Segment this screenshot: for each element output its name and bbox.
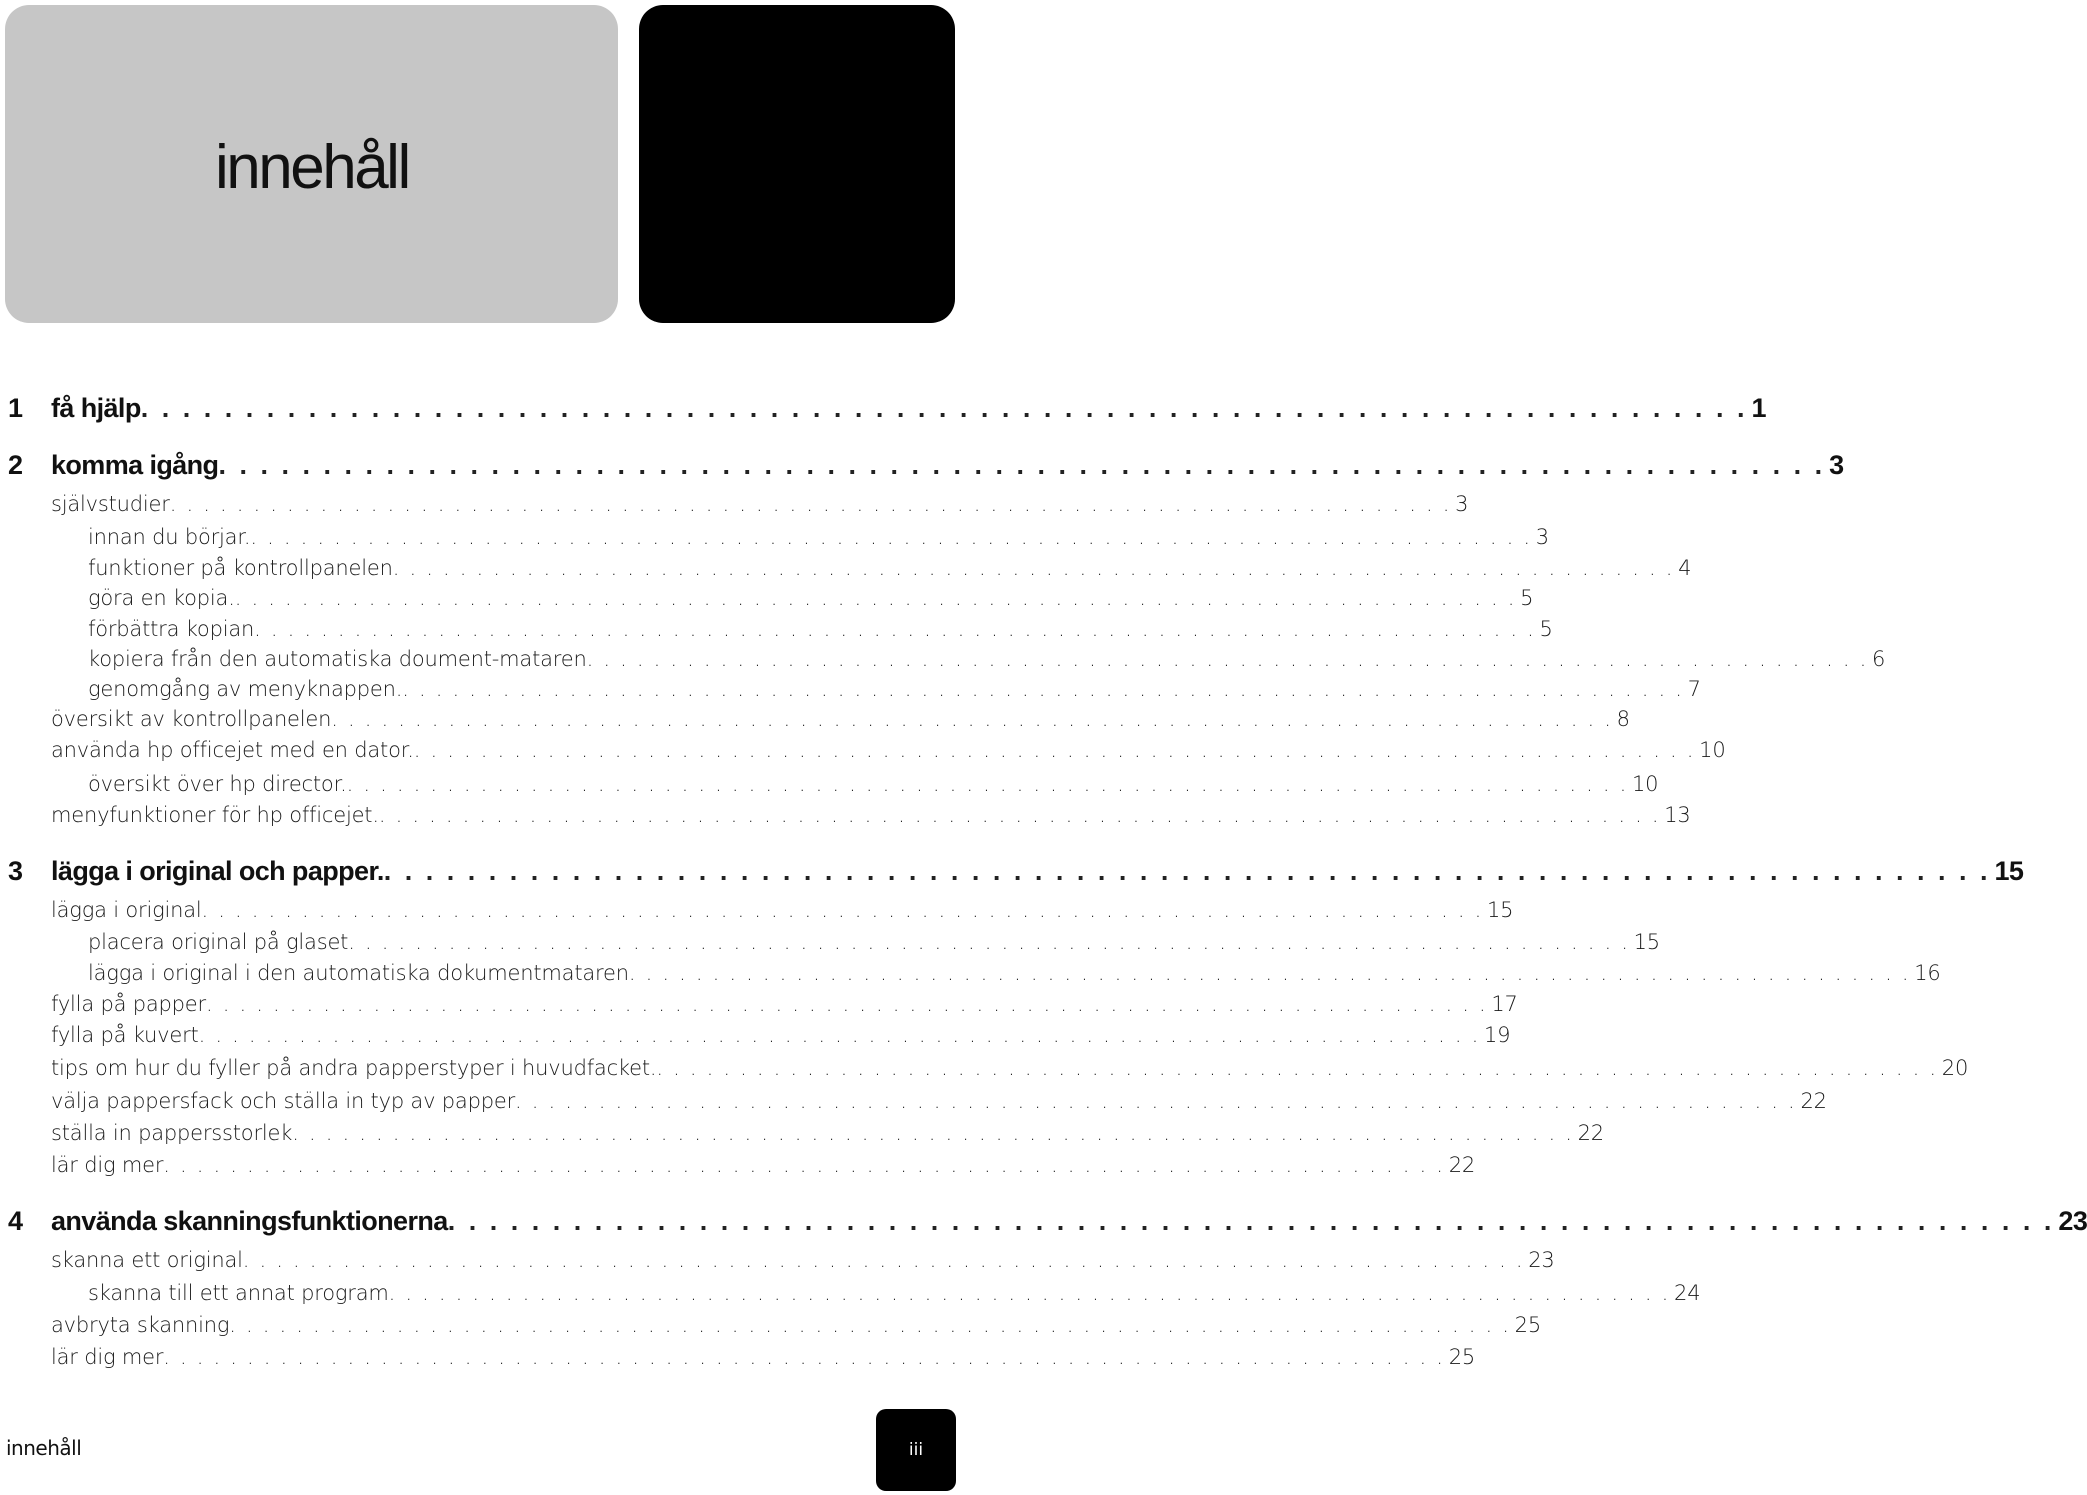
toc-page-number: 24 bbox=[1674, 1281, 1701, 1305]
toc-page-number: 15 bbox=[1994, 856, 2024, 886]
toc-page-number: 23 bbox=[1528, 1248, 1555, 1272]
toc-dot-leader: . . . . . . . . . . . . . . . . . . . . . . . . . . . . . . . . . . . . . . . . . . . . . . . . . . . . . . . . . . . . . . . . . . . . . . . . . . . . . bbox=[331, 707, 1613, 731]
toc-dot-leader: . . . . . . . . . . . . . . . . . . . . . . . . . . . . . . . . . . . . . . . . . . . . . . . . . . . . . . . . . . . . . . . . . . . . . . . . . . . . . bbox=[515, 1089, 1797, 1113]
toc-dot-leader: . . . . . . . . . . . . . . . . . . . . . . . . . . . . . . . . . . . . . . . . . . . . . . . . . . . . . . . . . . . . . . . . . . . . . . . . . . . . . bbox=[218, 450, 1826, 480]
toc-page-number: 25 bbox=[1514, 1313, 1541, 1337]
toc-entry-title: funktioner på kontrollpanelen bbox=[88, 556, 393, 580]
toc-dot-leader: . . . . . . . . . . . . . . . . . . . . . . . . . . . . . . . . . . . . . . . . . . . . . . . . . . . . . . . . . . . . . . . . . . . . . . . . . . . . . bbox=[348, 930, 1630, 954]
toc-page-number: 13 bbox=[1664, 803, 1691, 827]
toc-entry-title: självstudier bbox=[51, 492, 170, 516]
toc-entry-title: förbättra kopian bbox=[88, 617, 255, 641]
toc-entry-row[interactable] bbox=[51, 898, 1514, 922]
toc-dot-leader: . . . . . . . . . . . . . . . . . . . . . . . . . . . . . . . . . . . . . . . . . . . . . . . . . . . . . . . . . . . . . . . . . . . . . . . . . . . . . bbox=[402, 677, 1684, 701]
toc-page-number: 10 bbox=[1699, 738, 1726, 762]
toc-dot-leader: . . . . . . . . . . . . . . . . . . . . . . . . . . . . . . . . . . . . . . . . . . . . . . . . . . . . . . . . . . . . . . . . . . . . . . . . . . . . . bbox=[250, 525, 1532, 549]
toc-entry-title: välja pappersfack och ställa in typ av papper bbox=[51, 1089, 516, 1113]
footer-page-number: iii bbox=[908, 1440, 924, 1460]
toc-entry-title: placera original på glaset bbox=[88, 930, 349, 954]
toc-entry-title: skanna ett original bbox=[51, 1248, 243, 1272]
toc-entry-row[interactable] bbox=[51, 1121, 1604, 1145]
toc-entry-title: fylla på papper bbox=[51, 992, 206, 1016]
toc-page-number: 7 bbox=[1687, 677, 1701, 701]
toc-entry-row[interactable] bbox=[51, 707, 1630, 731]
toc-entry-row[interactable] bbox=[51, 1089, 1827, 1113]
toc-entry-title: ställa in pappersstorlek bbox=[51, 1121, 293, 1145]
toc-page-number: 17 bbox=[1491, 992, 1518, 1016]
toc-dot-leader: . . . . . . . . . . . . . . . . . . . . . . . . . . . . . . . . . . . . . . . . . . . . . . . . . . . . . . . . . . . . . . . . . . . . . . . . . . . . . bbox=[234, 586, 1517, 610]
toc-dot-leader: . . . . . . . . . . . . . . . . . . . . . . . . . . . . . . . . . . . . . . . . . . . . . . . . . . . . . . . . . . . . . . . . . . . . . . . . . . . . . bbox=[378, 803, 1661, 827]
toc-dot-leader: . . . . . . . . . . . . . . . . . . . . . . . . . . . . . . . . . . . . . . . . . . . . . . . . . . . . . . . . . . . . . . . . . . . . . . . . . . . . . bbox=[447, 1206, 2055, 1236]
toc-page-number: 16 bbox=[1914, 961, 1941, 985]
toc-chapter-number: 1 bbox=[8, 393, 23, 423]
toc-entry-row[interactable] bbox=[88, 647, 1886, 671]
toc-entry-title: använda skanningsfunktionerna bbox=[51, 1206, 448, 1236]
toc-entry-title: innan du börjar. bbox=[88, 525, 251, 549]
toc-entry-row[interactable] bbox=[88, 586, 1534, 610]
toc-entry-row[interactable] bbox=[51, 1153, 1476, 1177]
toc-dot-leader: . . . . . . . . . . . . . . . . . . . . . . . . . . . . . . . . . . . . . . . . . . . . . . . . . . . . . . . . . . . . . . . . . . . . . . . . . . . . . bbox=[586, 647, 1869, 671]
toc-entry-row[interactable] bbox=[51, 1248, 1555, 1272]
toc-dot-leader: . . . . . . . . . . . . . . . . . . . . . . . . . . . . . . . . . . . . . . . . . . . . . . . . . . . . . . . . . . . . . . . . . . . . . . . . . . . . . bbox=[254, 617, 1536, 641]
toc-entry-row[interactable] bbox=[88, 961, 1941, 985]
toc-entry-row[interactable] bbox=[51, 1056, 1969, 1080]
toc-chapter-number: 2 bbox=[8, 450, 23, 480]
toc-entry-row[interactable] bbox=[88, 930, 1660, 954]
toc-dot-leader: . . . . . . . . . . . . . . . . . . . . . . . . . . . . . . . . . . . . . . . . . . . . . . . . . . . . . . . . . . . . . . . . . . . . . . . . . . . . . bbox=[198, 1023, 1481, 1047]
toc-dot-leader: . . . . . . . . . . . . . . . . . . . . . . . . . . . . . . . . . . . . . . . . . . . . . . . . . . . . . . . . . . . . . . . . . . . . . . . . . . . . . bbox=[205, 992, 1488, 1016]
page-title: innehåll bbox=[215, 133, 409, 202]
toc-chapter-row[interactable] bbox=[8, 450, 1844, 481]
toc-entry-row[interactable] bbox=[51, 492, 1469, 516]
toc-chapter-row[interactable] bbox=[8, 856, 2024, 887]
toc-entry-row[interactable] bbox=[51, 992, 1518, 1016]
toc-page-number: 23 bbox=[2058, 1206, 2087, 1236]
toc-chapter-row[interactable] bbox=[8, 1206, 2087, 1237]
toc-page-number: 3 bbox=[1455, 492, 1469, 516]
toc-dot-leader: . . . . . . . . . . . . . . . . . . . . . . . . . . . . . . . . . . . . . . . . . . . . . . . . . . . . . . . . . . . . . . . . . . . . . . . . . . . . . bbox=[413, 738, 1696, 762]
toc-dot-leader: . . . . . . . . . . . . . . . . . . . . . . . . . . . . . . . . . . . . . . . . . . . . . . . . . . . . . . . . . . . . . . . . . . . . . . . . . . . . . bbox=[242, 1248, 1525, 1272]
toc-page-number: 5 bbox=[1520, 586, 1534, 610]
toc-dot-leader: . . . . . . . . . . . . . . . . . . . . . . . . . . . . . . . . . . . . . . . . . . . . . . . . . . . . . . . . . . . . . . . . . . . . . . . . . . . . . bbox=[383, 856, 1991, 886]
toc-chapter-row[interactable] bbox=[8, 393, 1766, 424]
toc-page-number: 6 bbox=[1872, 647, 1886, 671]
toc-page-number: 1 bbox=[1751, 393, 1766, 423]
toc-page-number: 8 bbox=[1616, 707, 1630, 731]
toc-entry-title: fylla på kuvert bbox=[51, 1023, 199, 1047]
toc-page-number: 3 bbox=[1535, 525, 1549, 549]
toc-entry-title: avbryta skanning bbox=[51, 1313, 230, 1337]
toc-dot-leader: . . . . . . . . . . . . . . . . . . . . . . . . . . . . . . . . . . . . . . . . . . . . . . . . . . . . . . . . . . . . . . . . . . . . . . . . . . . . . bbox=[656, 1056, 1938, 1080]
toc-entry-row[interactable] bbox=[51, 803, 1691, 827]
toc-entry-row[interactable] bbox=[51, 738, 1726, 762]
toc-dot-leader: . . . . . . . . . . . . . . . . . . . . . . . . . . . . . . . . . . . . . . . . . . . . . . . . . . . . . . . . . . . . . . . . . . . . . . . . . . . . . bbox=[201, 898, 1483, 922]
toc-entry-row[interactable] bbox=[51, 1313, 1541, 1337]
toc-entry-title: menyfunktioner för hp officejet. bbox=[51, 803, 379, 827]
toc-page-number: 3 bbox=[1829, 450, 1844, 480]
toc-page-number: 22 bbox=[1448, 1153, 1476, 1177]
footer-page-box bbox=[876, 1409, 956, 1491]
toc-chapter-number: 4 bbox=[8, 1206, 23, 1236]
toc-entry-row[interactable] bbox=[88, 556, 1692, 580]
toc-entry-row[interactable] bbox=[88, 1281, 1701, 1305]
toc-entry-title: översikt över hp director. bbox=[88, 772, 347, 796]
toc-dot-leader: . . . . . . . . . . . . . . . . . . . . . . . . . . . . . . . . . . . . . . . . . . . . . . . . . . . . . . . . . . . . . . . . . . . . . . . . . . . . . bbox=[346, 772, 1628, 796]
toc-entry-title: göra en kopia. bbox=[88, 586, 235, 610]
toc-entry-title: använda hp officejet med en dator. bbox=[51, 738, 414, 762]
toc-entry-row[interactable] bbox=[88, 617, 1553, 641]
toc-entry-title: tips om hur du fyller på andra papperstyper i huvudfacket. bbox=[51, 1056, 657, 1080]
toc-page-number: 15 bbox=[1486, 898, 1514, 922]
toc-dot-leader: . . . . . . . . . . . . . . . . . . . . . . . . . . . . . . . . . . . . . . . . . . . . . . . . . . . . . . . . . . . . . . . . . . . . . . . . . . . . . bbox=[388, 1281, 1671, 1305]
toc-entry-title: lägga i original i den automatiska dokumentmataren bbox=[88, 961, 629, 985]
toc-page-number: 25 bbox=[1448, 1345, 1476, 1369]
toc-page-number: 20 bbox=[1941, 1056, 1969, 1080]
footer-section-title: innehåll bbox=[6, 1436, 82, 1460]
toc-entry-title: skanna till ett annat program bbox=[88, 1281, 389, 1305]
toc-page-number: 10 bbox=[1631, 772, 1659, 796]
toc-dot-leader: . . . . . . . . . . . . . . . . . . . . . . . . . . . . . . . . . . . . . . . . . . . . . . . . . . . . . . . . . . . . . . . . . . . . . . . . . . . . . bbox=[392, 556, 1675, 580]
toc-entry-title: lägga i original bbox=[51, 898, 202, 922]
toc-entry-title: lägga i original och papper. bbox=[51, 856, 384, 886]
toc-entry-title: komma igång bbox=[51, 450, 219, 480]
toc-dot-leader: . . . . . . . . . . . . . . . . . . . . . . . . . . . . . . . . . . . . . . . . . . . . . . . . . . . . . . . . . . . . . . . . . . . . . . . . . . . . . bbox=[169, 492, 1452, 516]
toc-entry-title: lär dig mer bbox=[51, 1345, 164, 1369]
toc-dot-leader: . . . . . . . . . . . . . . . . . . . . . . . . . . . . . . . . . . . . . . . . . . . . . . . . . . . . . . . . . . . . . . . . . . . . . . . . . . . . . bbox=[140, 393, 1748, 423]
toc-entry-row[interactable] bbox=[51, 1345, 1476, 1369]
toc-page-number: 22 bbox=[1800, 1089, 1827, 1113]
toc-entry-title: lär dig mer bbox=[51, 1153, 164, 1177]
toc-dot-leader: . . . . . . . . . . . . . . . . . . . . . . . . . . . . . . . . . . . . . . . . . . . . . . . . . . . . . . . . . . . . . . . . . . . . . . . . . . . . . bbox=[292, 1121, 1574, 1145]
toc-page-number: 4 bbox=[1678, 556, 1692, 580]
toc-dot-leader: . . . . . . . . . . . . . . . . . . . . . . . . . . . . . . . . . . . . . . . . . . . . . . . . . . . . . . . . . . . . . . . . . . . . . . . . . . . . . bbox=[163, 1345, 1445, 1369]
toc-page-number: 5 bbox=[1539, 617, 1553, 641]
toc-entry-title: få hjälp bbox=[51, 393, 141, 423]
toc-entry-title: kopiera från den automatiska doument-mataren bbox=[88, 647, 587, 671]
toc-page-number: 15 bbox=[1633, 930, 1660, 954]
toc-entry-title: genomgång av menyknappen. bbox=[88, 677, 403, 701]
toc-page-number: 19 bbox=[1484, 1023, 1511, 1047]
toc-dot-leader: . . . . . . . . . . . . . . . . . . . . . . . . . . . . . . . . . . . . . . . . . . . . . . . . . . . . . . . . . . . . . . . . . . . . . . . . . . . . . bbox=[229, 1313, 1511, 1337]
toc-dot-leader: . . . . . . . . . . . . . . . . . . . . . . . . . . . . . . . . . . . . . . . . . . . . . . . . . . . . . . . . . . . . . . . . . . . . . . . . . . . . . bbox=[163, 1153, 1445, 1177]
toc-entry-row[interactable] bbox=[88, 525, 1549, 549]
toc-entry-row[interactable] bbox=[88, 677, 1701, 701]
toc-page-number: 22 bbox=[1577, 1121, 1604, 1145]
toc-entry-title: översikt av kontrollpanelen bbox=[51, 707, 332, 731]
toc-chapter-number: 3 bbox=[8, 856, 23, 886]
toc-dot-leader: . . . . . . . . . . . . . . . . . . . . . . . . . . . . . . . . . . . . . . . . . . . . . . . . . . . . . . . . . . . . . . . . . . . . . . . . . . . . . bbox=[628, 961, 1911, 985]
toc-entry-row[interactable] bbox=[51, 1023, 1511, 1047]
toc-entry-row[interactable] bbox=[88, 772, 1659, 796]
